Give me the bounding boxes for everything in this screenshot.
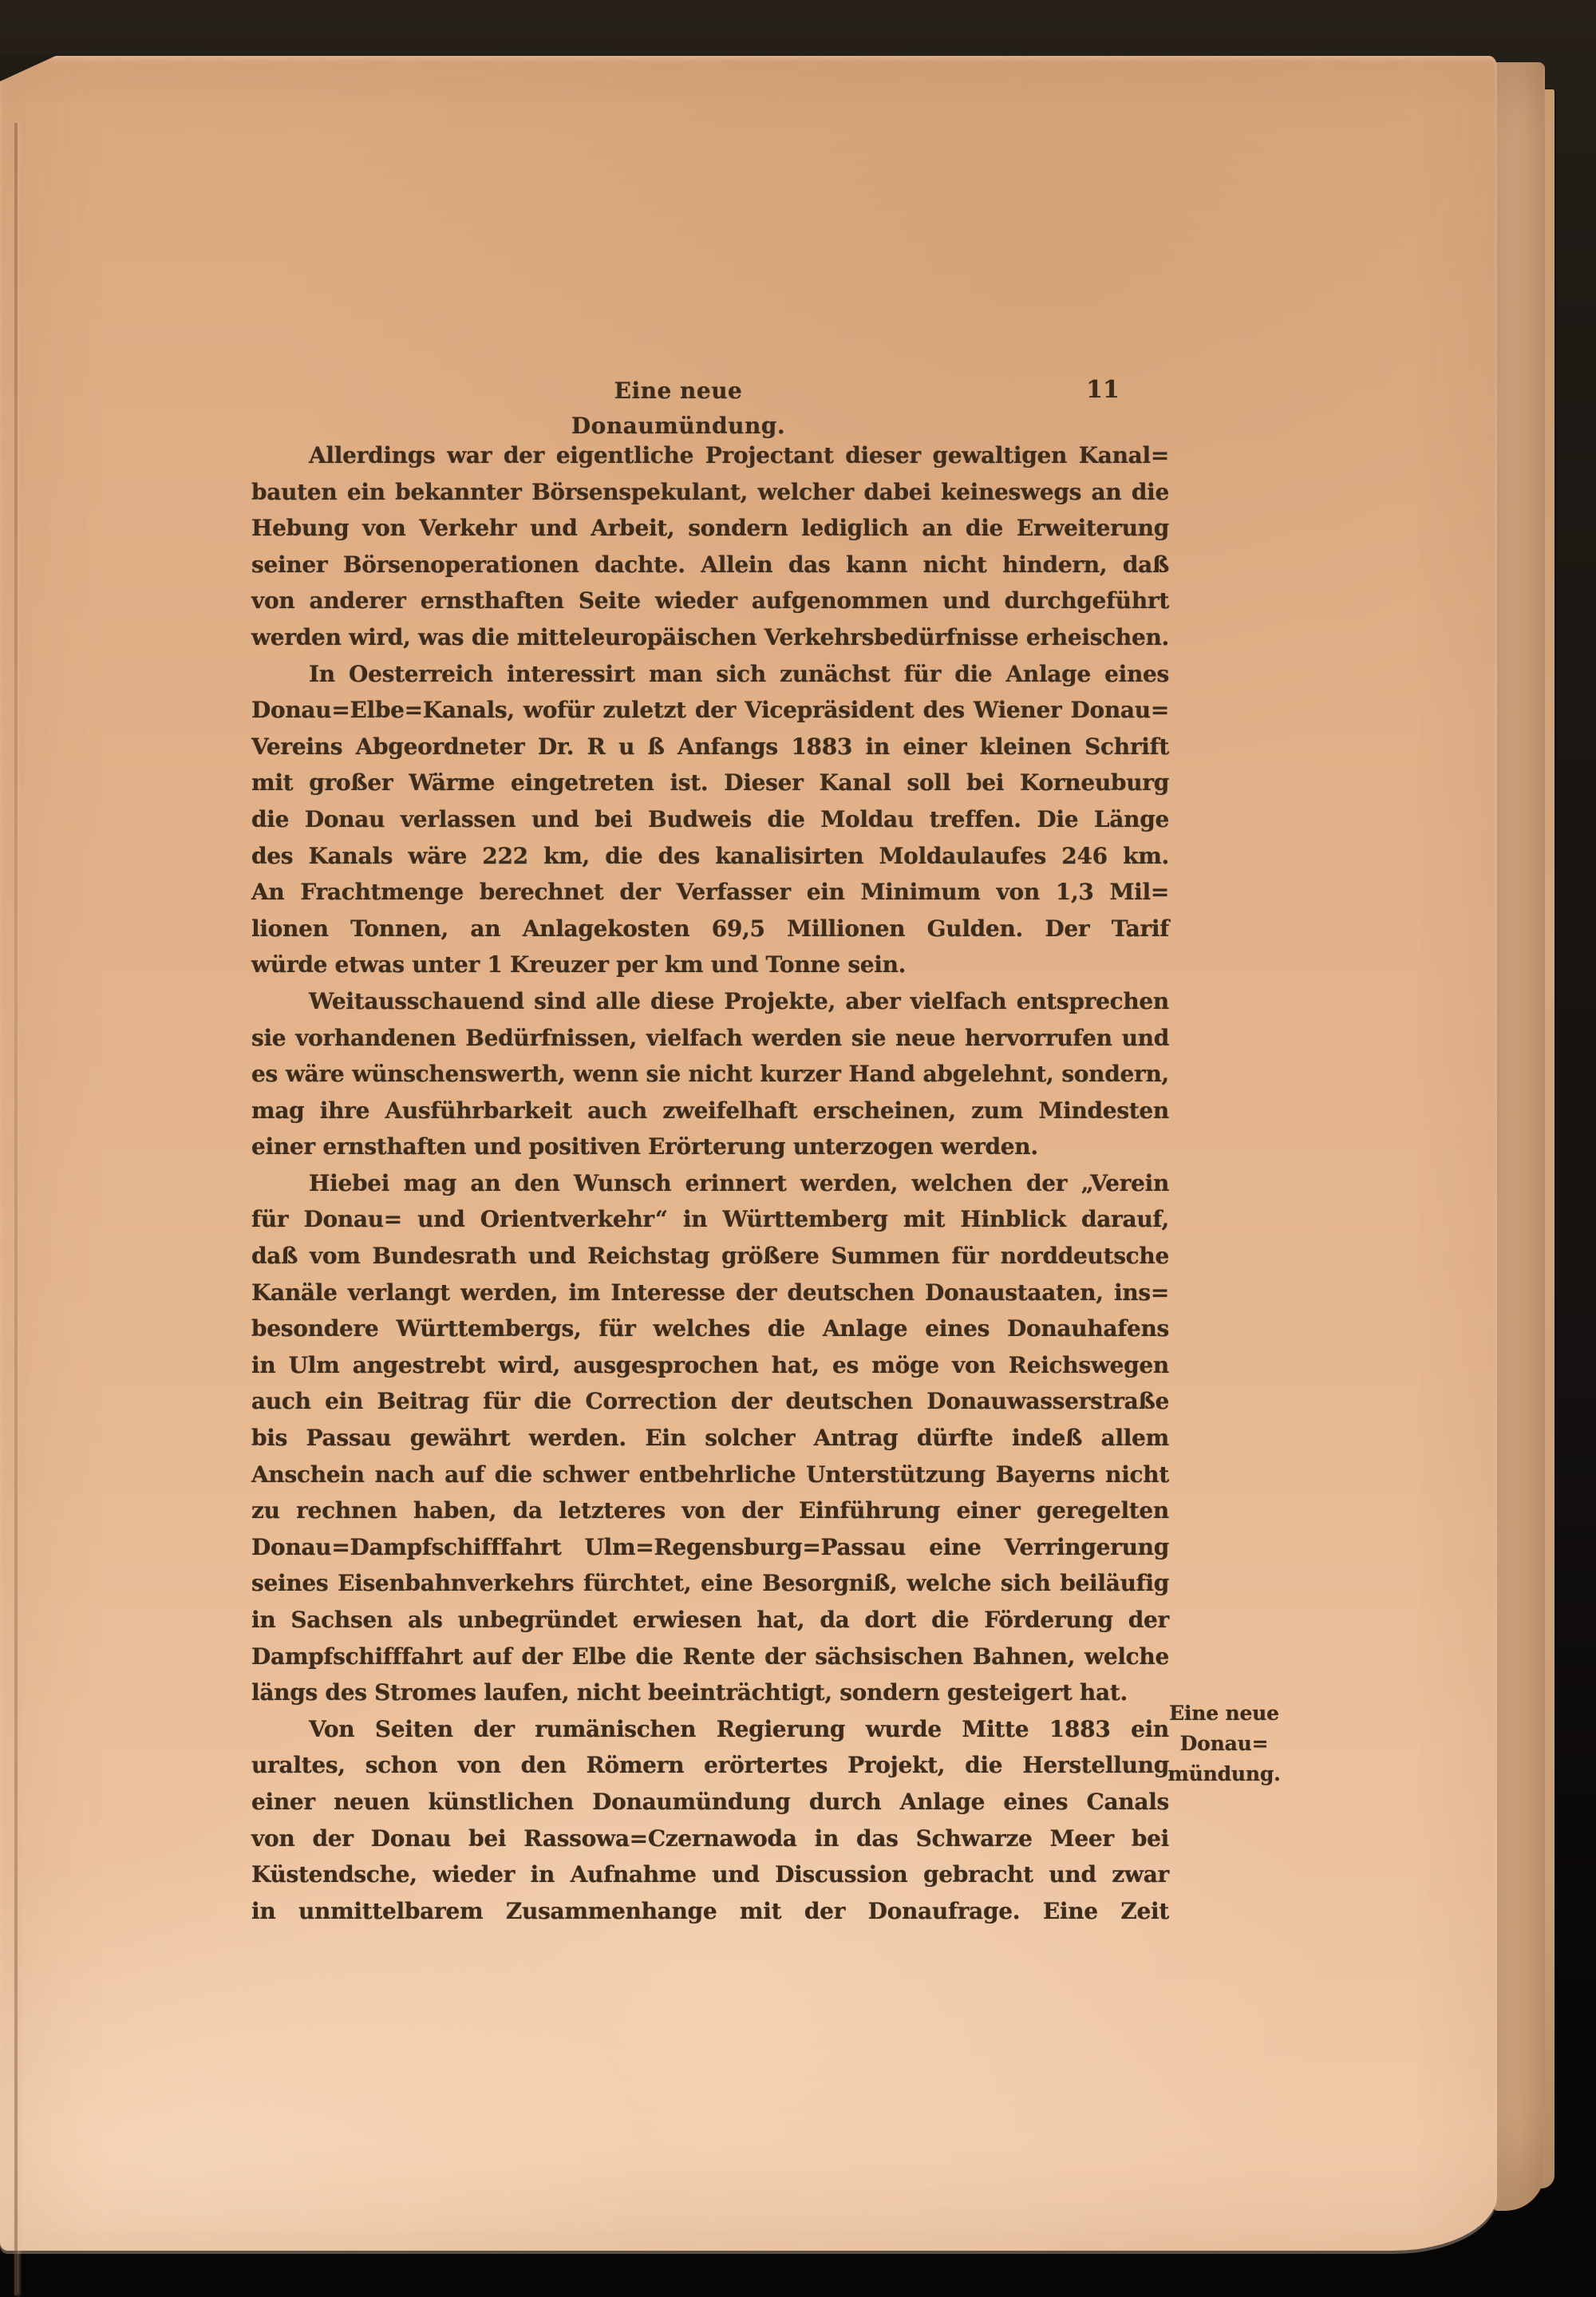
body-line: längs des Stromes laufen, nicht beeinträchtigt, sondern gesteigert hat.	[251, 1679, 1128, 1706]
body-line: des Kanals wäre 222 km, die des kanalisirten Moldaulaufes 246 km.	[251, 842, 1169, 869]
running-header-title: Eine neue Donaumündung.	[571, 378, 786, 439]
body-text-block	[251, 437, 1169, 1929]
body-line: lionen Tonnen, an Anlagekosten 69,5 Millionen Gulden. Der Tarif	[251, 915, 1169, 942]
body-line: seines Eisenbahnverkehrs fürchtet, eine Besorgniß, welche sich beiläufig	[251, 1570, 1169, 1597]
paragraph	[251, 656, 1169, 983]
paragraph	[251, 1165, 1169, 1711]
paragraph	[251, 983, 1169, 1165]
body-line: Donau=Dampfschifffahrt Ulm=Regensburg=Passau eine Verringerung	[251, 1533, 1169, 1560]
body-line: werden wird, was die mitteleuropäischen Verkehrsbedürfnisse erheischen.	[251, 623, 1169, 650]
body-line: in Sachsen als unbegründet erwiesen hat, da dort die Förderung der	[251, 1607, 1169, 1633]
body-line: einer neuen künstlichen Donaumündung durch Anlage eines Canals	[251, 1788, 1169, 1815]
gutter-fold-line	[14, 123, 18, 2295]
book-page	[0, 56, 1497, 2251]
body-line: sie vorhandenen Bedürfnissen, vielfach werden sie neue hervorrufen und	[251, 1024, 1169, 1051]
body-line: in unmittelbarem Zusammenhange mit der Donaufrage. Eine Zeit	[251, 1897, 1169, 1924]
body-line: Hiebei mag an den Wunsch erinnert werden, welchen der „Verein	[309, 1169, 1169, 1196]
body-line: In Oesterreich interessirt man sich zunächst für die Anlage eines	[309, 660, 1169, 687]
body-line: Hebung von Verkehr und Arbeit, sondern lediglich an die Erweiterung	[251, 515, 1169, 542]
body-line: in Ulm angestrebt wird, ausgesprochen hat, es möge von Reichswegen	[251, 1351, 1169, 1378]
body-line: An Frachtmenge berechnet der Verfasser ein Minimum von 1,3 Mil=	[251, 879, 1169, 906]
margin-note-line: Eine neue	[1169, 1702, 1279, 1725]
body-line: würde etwas unter 1 Kreuzer per km und Tonne sein.	[251, 951, 907, 978]
body-line: bis Passau gewährt werden. Ein solcher Antrag dürfte indeß allem	[251, 1425, 1169, 1452]
body-line: Vereins Abgeordneter Dr. R u ß Anfangs 1883 in einer kleinen Schrift	[251, 733, 1169, 760]
underlying-page-edge-inner	[1494, 62, 1545, 2211]
body-line: Allerdings war der eigentliche Projectant dieser gewaltigen Kanal=	[309, 442, 1169, 468]
paragraph	[251, 437, 1169, 656]
body-line: Dampfschifffahrt auf der Elbe die Rente der sächsischen Bahnen, welche	[251, 1643, 1169, 1670]
margin-note	[1159, 1698, 1290, 1789]
body-line: Donau=Elbe=Kanals, wofür zuletzt der Vicepräsident des Wiener Donau=	[251, 697, 1169, 724]
body-line: zu rechnen haben, da letzteres von der Einführung einer geregelten	[251, 1497, 1169, 1524]
body-line: mag ihre Ausführbarkeit auch zweifelhaft erscheinen, zum Mindesten	[251, 1097, 1169, 1124]
margin-note-line: Donau=	[1179, 1732, 1269, 1755]
body-line: Kanäle verlangt werden, im Interesse der deutschen Donaustaaten, ins=	[251, 1279, 1169, 1306]
body-line: einer ernsthaften und positiven Erörterung unterzogen werden.	[251, 1133, 1038, 1160]
body-line: bauten ein bekannter Börsenspekulant, welcher dabei keineswegs an die	[251, 478, 1169, 505]
page-number: 11	[1086, 376, 1120, 404]
body-line: Von Seiten der rumänischen Regierung wurde Mitte 1883 ein	[309, 1715, 1169, 1742]
body-line: von anderer ernsthaften Seite wieder aufgenommen und durchgeführt	[251, 587, 1169, 615]
body-line: besondere Württembergs, für welches die Anlage eines Donauhafens	[251, 1315, 1169, 1342]
body-line: mit großer Wärme eingetreten ist. Dieser Kanal soll bei Korneuburg	[251, 769, 1169, 797]
margin-note-line: mündung.	[1167, 1762, 1281, 1785]
body-line: Anschein nach auf die schwer entbehrliche Unterstützung Bayerns nicht	[251, 1461, 1169, 1488]
body-line: von der Donau bei Rassowa=Czernawoda in das Schwarze Meer bei	[251, 1825, 1169, 1852]
body-line: es wäre wünschenswerth, wenn sie nicht kurzer Hand abgelehnt, sondern,	[251, 1061, 1169, 1088]
body-line: für Donau= und Orientverkehr“ in Württemberg mit Hinblick darauf,	[251, 1206, 1169, 1233]
body-line: Weitausschauend sind alle diese Projekte, aber vielfach entsprechen	[309, 987, 1169, 1014]
body-line: die Donau verlassen und bei Budweis die Moldau treffen. Die Länge	[251, 805, 1169, 832]
body-line: seiner Börsenoperationen dachte. Allein das kann nicht hindern, daß	[251, 551, 1169, 578]
body-line: Küstendsche, wieder in Aufnahme und Discussion gebracht und zwar	[251, 1861, 1169, 1888]
body-line: auch ein Beitrag für die Correction der deutschen Donauwasserstraße	[251, 1388, 1169, 1415]
body-line: daß vom Bundesrath und Reichstag größere Summen für norddeutsche	[251, 1243, 1169, 1270]
body-line: uraltes, schon von den Römern erörtertes Projekt, die Herstellung	[251, 1752, 1169, 1779]
paragraph	[251, 1711, 1169, 1930]
